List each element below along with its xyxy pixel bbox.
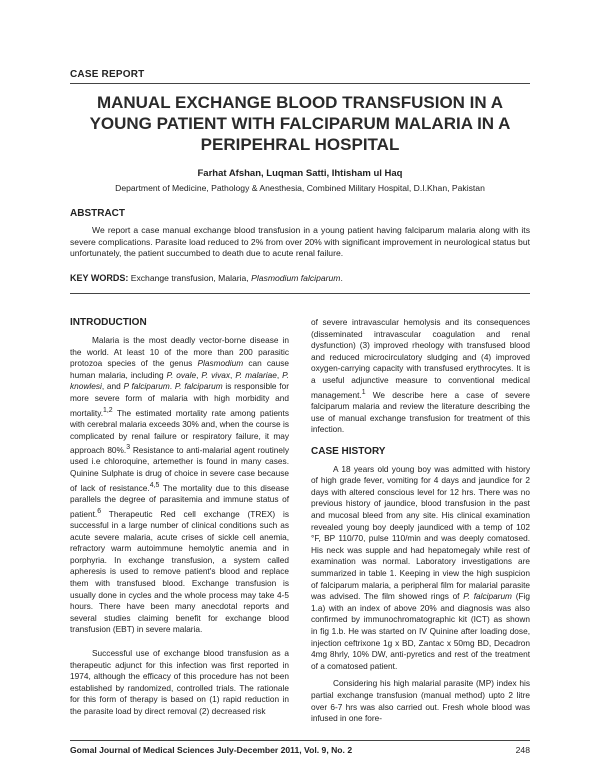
intro-paragraph-1: Malaria is the most deadly vector-borne disease in the world. At least 10 of the more than 200 parasitic protozoa species of the genus Plasmodium can cause human malaria, including P. ovale, P. vivax, P. malariae, P. knowlesi, and P falciparum. P. falciparum is responsible for more severe form of malaria with high morbidity and mortality.$^{1,2}$ The estimated mortality rate among patients with cerebral malaria exceeds 30% and, when the course is complicated by renal failure or respiratory failure, it may approach 80%.$^3$ Resistance to anti-malarial agent routinely used i.e chloroquine, artemether is found in many cases. Quinine Sulphate is drug of choice in severe case because of lack of resistance.$^{4,5}$ The mortality due to this disease parallels the degree of parasitemia and immune status of patient.$^6$ Therapeutic Red cell exchange (TREX) is successful in a large number of clinical conditions such as acute severe malaria, acute crises of sickle cell anemia, refractory warm autoimmune hemolytic anemia and in porphyria. In exchange transfusion, a system called apheresis is used to remove patient's blood and replace them with transfused blood. Exchange transfusion is usually done in cycles and the whole process may take 4-5 hours. There have been many anecdotal reports and several studies claiming benefit for exchange blood transfusion (EBT) in severe malaria.: [70, 335, 290, 635]
intro-text: The estimated mortality rate among patients with cerebral malaria exceeds 30% and, when the course is complicated by renal failure or respiratory failure, it may approach 80%.: [70, 407, 290, 455]
species-italic: P. falciparum: [463, 591, 512, 602]
case-paragraph-1: [311, 464, 530, 673]
abstract-heading: ABSTRACT: [70, 208, 125, 219]
keywords-label: KEY WORDS:: [70, 273, 129, 283]
case-history-heading: CASE HISTORY: [311, 445, 386, 457]
abstract-text: We report a case manual exchange blood transfusion in a young patient having falciparum malaria along with its severe complications. Parasite load reduced to 2% from over 20% with significant improvement in neurological status but unfortunately, the patient succumbed to death due to acute renal failure.: [70, 225, 530, 259]
authors: Farhat Afshan, Luqman Satti, Ihtisham ul Haq: [197, 168, 403, 179]
affiliation: Department of Medicine, Pathology & Anesthesia, Combined Military Hospital, D.I.Khan, Pakistan: [115, 183, 485, 193]
keywords-end: .: [340, 273, 343, 283]
intro-text: is responsible for more severe form of malaria with high morbidity and mortality.: [70, 381, 289, 418]
species-italic: P. vivax: [201, 369, 231, 380]
intro-paragraph-2: Successful use of exchange blood transfusion as a therapeutic adjunct for this infection was first reported in 1974, although the efficacy of this procedure has not been established by randomized, controlled trials. The rationale for this form of therapy is based on (1) rapid reduction in the parasite load by direct removal (2) decreased risk: [70, 647, 289, 716]
continuation-paragraph: [311, 317, 530, 436]
reference-superscript: 3: [126, 444, 131, 452]
species-italic: P. ovale: [166, 369, 197, 380]
intro-text: Resistance to anti-malarial agent routinely used i.e chloroquine, artemether is found in many cases. Quinine Sulphate is drug of choice in severe case because of lack of resistance.: [70, 444, 289, 493]
left-column: [70, 317, 289, 717]
keywords-text: Exchange transfusion, Malaria,: [130, 273, 249, 283]
intro-text: and: [106, 381, 121, 392]
keywords: [70, 273, 530, 283]
footer-divider: [70, 740, 530, 741]
article-title: MANUAL EXCHANGE BLOOD TRANSFUSION IN A YOUNG PATIENT WITH FALCIPARUM MALARIA IN A PERIPEHRAL HOSPITAL: [89, 93, 511, 154]
intro-text: The mortality due to this disease parallels the degree of parasitemia and immune status of patient.: [70, 482, 289, 519]
intro-text: Therapeutic Red cell exchange (TREX) is successful in a large number of clinical conditions such as acute severe malaria, acute crises of sickle cell anemia, refractory warm autoimmune hemolytic anemia and in porphyria. In exchange transfusion, a system called apheresis is used to remove patient's blood and replace them with transfused blood. Exchange transfusion is usually done in cycles and the whole process may take 4-5 hours. There have been many anecdotal reports and several studies claiming benefit for exchange blood transfusion (EBT) in severe malaria.: [70, 508, 290, 635]
genus-italic: Plasmodium: [197, 358, 244, 369]
reference-superscript: 1,2: [103, 406, 113, 414]
keywords-italic: Plasmodium falciparum: [251, 273, 341, 283]
case-paragraph-2: Considering his high malarial parasite (MP) index his partial exchange transfusion (manual method) upto 2 litre over 6-7 hrs was also carried out. Fresh whole blood was infused in one fore-: [311, 678, 530, 724]
intro-text: Malaria is the most deadly vector-borne disease in the world. At least 10 of the more than 200 parasitic protozoa species of the genus: [70, 335, 289, 369]
abstract-divider: [70, 293, 530, 294]
introduction-heading: INTRODUCTION: [70, 317, 147, 328]
section-label: CASE REPORT: [70, 69, 145, 80]
intro-text: can cause human malaria, including: [70, 358, 290, 380]
species-italic: P. malariae: [235, 369, 277, 380]
page-number: 248: [515, 745, 530, 755]
right-column: [311, 317, 530, 725]
species-italic: P. falciparum: [174, 381, 223, 392]
reference-superscript: 4,5: [149, 481, 160, 489]
species-italic: P falciparum: [123, 381, 170, 392]
continuation-text: of severe intravascular hemolysis and its consequences (disseminated intravascular coagulation and renal dysfunction) (3) improved rheology with transfused blood and reduced microcirculatory sludging and (4) improved oxygen-carrying capacity with transfused erythrocytes. It is a useful adjunctive measure to conventional medical management.: [311, 317, 530, 400]
reference-superscript: 1: [361, 388, 366, 396]
reference-superscript: 6: [97, 507, 102, 515]
species-italic: P. knowlesi: [70, 369, 289, 392]
case-text: A 18 years old young boy was admitted with history of high grade fever, vomiting for 4 days and jaundice for 2 days with altered conscious level for 12 hrs. There was no previous history of jaundice, blood transfusion in the past and mucosal bleed from any site. His clinical examination revealed young boy deeply jaundiced with a temp of 102 °F, BP 110/70, pulse 110/min and was deeply comatosed. His neck was supple and had hepatomegaly while rest of examination was normal. Laboratory investigations are summarized in table 1. Keeping in view the high suspicion of falciparum malaria, a peripheral film for malarial parasite was advised. The film showed rings of: [311, 463, 530, 602]
header-divider: [70, 83, 530, 84]
case-text: (Fig 1.a) with an index of above 20% and diagnosis was also confirmed by immunochromatographic kit (ICT) as shown in fig 1.b. He was started on IV Quinine after loading dose, injection ceftrixone 1g x BD, Zantac x 50mg BD, Decadron 4mg 8hrly, 10% DW, anti-pyretics and rest of the treatment of a comatosed patient.: [311, 591, 530, 671]
journal-footer: Gomal Journal of Medical Sciences July-December 2011, Vol. 9, No. 2: [70, 745, 353, 755]
continuation-text: We describe here a case of severe falciparum malaria and review the literature describing the use of manual exchange transfusion for treatment of this infection.: [311, 389, 530, 435]
